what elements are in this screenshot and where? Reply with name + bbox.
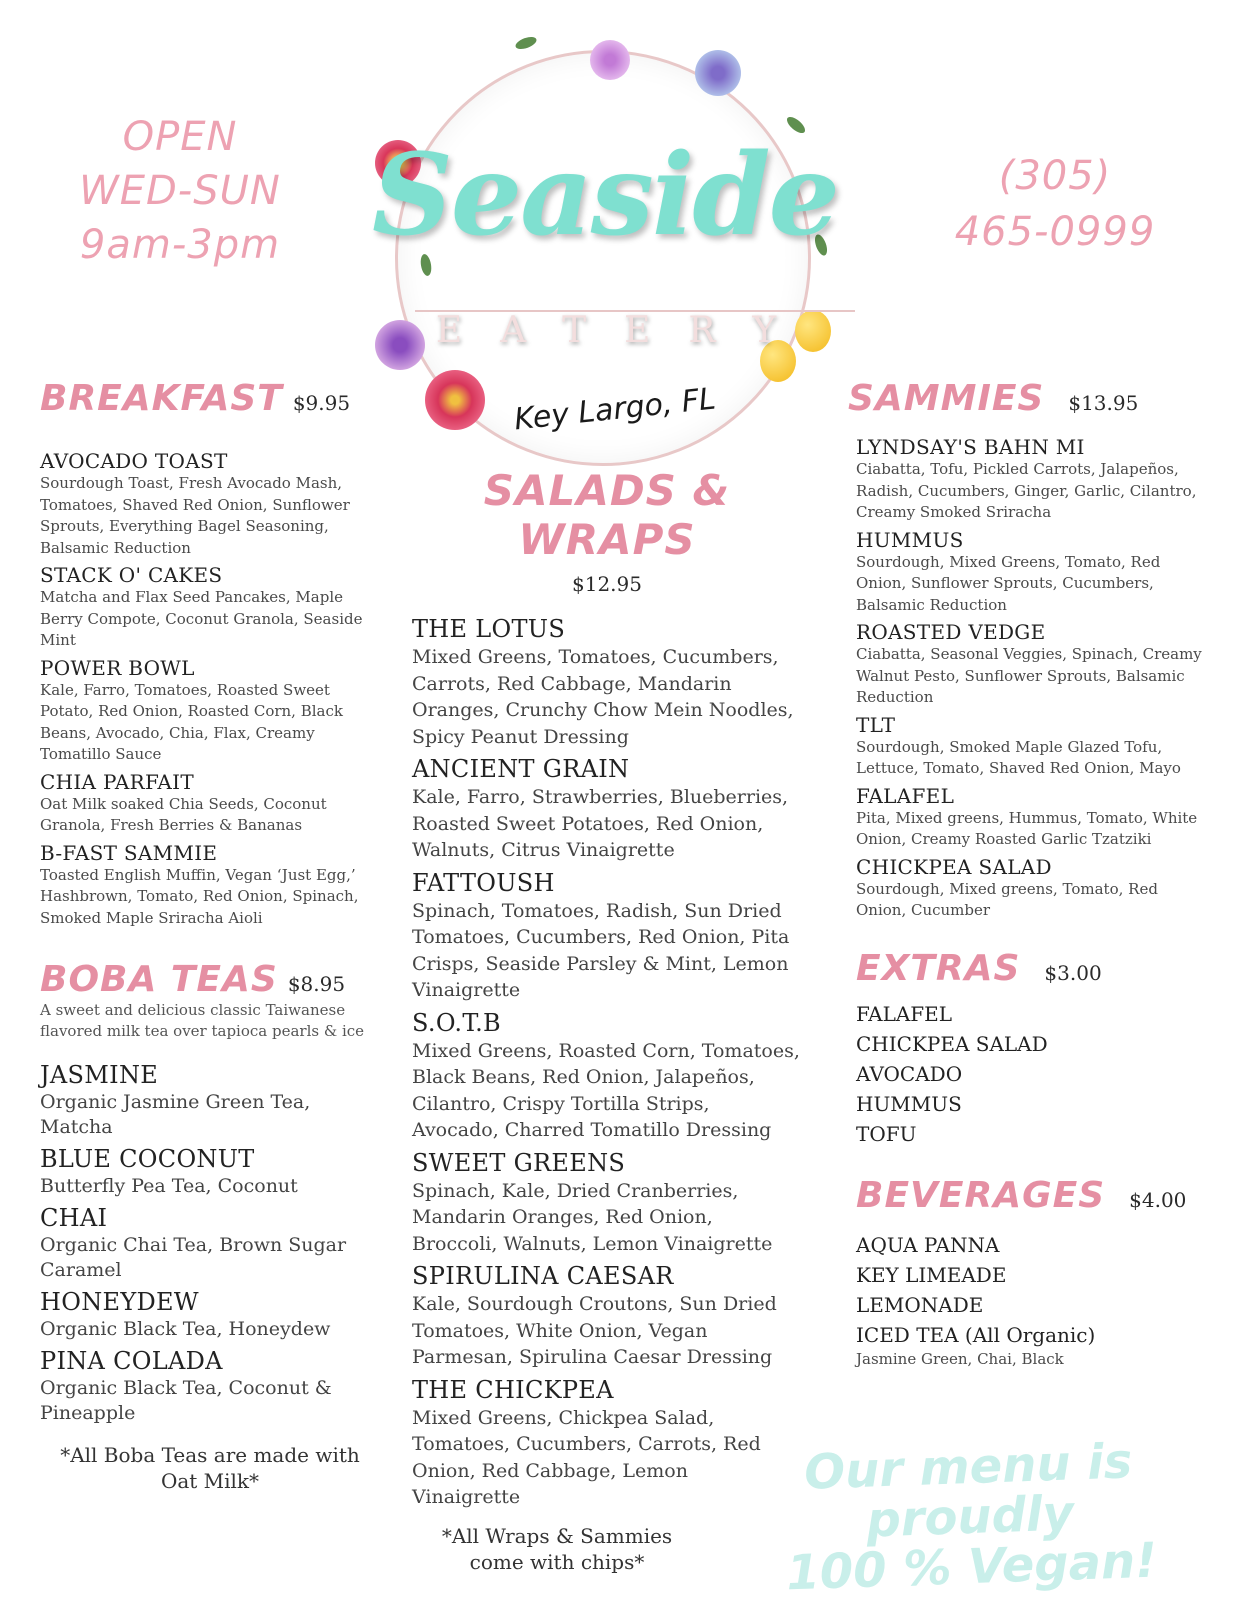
item-name: CHAI [40,1204,108,1232]
item-name: BLUE COCONUT [40,1145,255,1173]
item-name: CHIA PARFAIT [40,769,194,794]
left-column [40,378,380,1494]
vegan-slogan-line2: 100 % Vegan! [785,1532,1158,1602]
item-desc: Sourdough, Smoked Maple Glazed Tofu, Lettuce, Tomato, Shaved Red Onion, Mayo [856,737,1181,777]
middle-column [412,466,802,1575]
vegan-slogan-line1: Our menu is proudly [803,1433,1134,1549]
extras-header [856,948,1208,989]
item-name: ROASTED VEDGE [856,620,1046,644]
item-name: HONEYDEW [40,1288,199,1316]
item-name: HUMMUS [856,527,964,552]
beverage-item: KEY LIMEADE [856,1262,1007,1287]
menu-item [412,614,802,750]
boba-section [40,959,380,1494]
hours-line: OPEN [122,114,238,160]
item-name: CHICKPEA SALAD [856,854,1052,879]
menu-item [412,754,802,864]
breakfast-price: $9.95 [292,391,351,415]
menu-item [40,1346,380,1426]
item-desc: Organic Jasmine Green Tea, Matcha [40,1091,311,1138]
menu-item [412,1261,802,1371]
item-desc: Toasted English Muffin, Vegan ‘Just Egg,’ Hashbrown, Tomato, Red Onion, Spinach, Smoked Maple Sriracha Aioli [40,865,359,927]
sammies-title: SAMMIES [848,378,1045,419]
item-name: POWER BOWL [40,655,195,680]
salads-title: SALADS & WRAPS [483,466,731,564]
breakfast-header [40,378,380,419]
phone-area-code: (305) [998,153,1112,199]
sammies-header [848,378,1208,419]
menu-item [856,435,1208,524]
item-name: B-FAST SAMMIE [40,840,218,865]
item-name: SWEET GREENS [412,1148,626,1177]
item-desc: Oat Milk soaked Chia Seeds, Coconut Granola, Fresh Berries & Bananas [40,794,327,834]
item-name: TLT [856,712,896,737]
menu-item [40,841,380,930]
right-column [848,378,1208,1368]
beverages-price: $4.00 [1129,1187,1187,1212]
extras-title: EXTRAS [856,947,1021,989]
boba-price: $8.95 [287,972,346,996]
item-name: LYNDSAY'S BAHN MI [856,435,1085,459]
logo-title: Seaside [372,130,838,261]
item-name: THE LOTUS [412,615,566,643]
menu-item [40,1287,380,1342]
beverage-item: ICED TEA (All Organic) [856,1322,1096,1347]
boba-intro: A sweet and delicious classic Taiwanese flavored milk tea over tapioca pearls & ice [40,1001,365,1040]
boba-header [40,959,380,1000]
breakfast-title: BREAKFAST [40,378,283,419]
vegan-slogan [708,1433,1233,1601]
extra-item: TOFU [856,1121,917,1146]
item-desc: Butterfly Pea Tea, Coconut [40,1175,298,1197]
menu-item [856,855,1208,922]
item-name: AVOCADO TOAST [40,449,228,473]
wraps-note: *All Wraps & Sammies come with chips* [441,1523,673,1574]
item-name: JASMINE [40,1061,159,1089]
opening-hours [60,110,300,272]
menu-item [40,770,380,837]
menu-item [412,1008,802,1144]
leaf-icon [514,35,538,52]
item-desc: Ciabatta, Tofu, Pickled Carrots, Jalapeños, Radish, Cucumbers, Ginger, Garlic, Cilantro, Creamy Smoked Sriracha [856,460,1197,521]
menu-item [856,784,1208,851]
beverage-item: LEMONADE [856,1292,984,1317]
item-name: ANCIENT GRAIN [412,755,630,783]
iced-tea-note: Jasmine Green, Chai, Black [856,1349,1064,1368]
logo [355,10,855,460]
item-name: SPIRULINA CAESAR [412,1262,674,1290]
item-desc: Mixed Greens, Tomatoes, Cucumbers, Carrots, Red Cabbage, Mandarin Oranges, Crunchy Chow Mein Noodles, Spicy Peanut Dressing [412,646,794,748]
extras-list [856,999,1208,1149]
item-desc: Ciabatta, Seasonal Veggies, Spinach, Creamy Walnut Pesto, Sunflower Sprouts, Balsamic Reduction [856,645,1202,706]
hours-time: 9am-3pm [79,222,281,268]
beverages-title: BEVERAGES [856,1174,1106,1216]
item-name: FATTOUSH [412,868,555,897]
menu-item [40,449,380,559]
logo-location: Key Largo, FL [512,381,718,438]
extra-item: CHICKPEA SALAD [856,1031,1048,1056]
menu-item [412,868,802,1004]
beverages-header [856,1175,1208,1216]
menu-item [412,1148,802,1258]
extra-item: HUMMUS [856,1091,962,1116]
item-desc: Kale, Farro, Strawberries, Blueberries, Roasted Sweet Potatoes, Red Onion, Walnuts, Citrus Vinaigrette [412,786,789,861]
flower-icon [695,50,741,96]
menu-item [40,1203,380,1283]
menu-item [856,528,1208,617]
menu-item [40,1060,380,1140]
item-desc: Pita, Mixed greens, Hummus, Tomato, White Onion, Creamy Roasted Garlic Tzatziki [856,808,1198,848]
item-desc: Mixed Greens, Chickpea Salad, Tomatoes, Cucumbers, Carrots, Red Onion, Red Cabbage, Lemon Vinaigrette [412,1406,761,1508]
item-name: THE CHICKPEA [412,1375,614,1404]
item-name: FALAFEL [856,783,955,808]
beverage-item: AQUA PANNA [856,1232,1000,1257]
menu-item [40,656,380,766]
item-desc: Mixed Greens, Roasted Corn, Tomatoes, Black Beans, Red Onion, Jalapeños, Cilantro, Crispy Tortilla Strips, Avocado, Charred Tomatillo Dressing [412,1039,800,1141]
extra-item: AVOCADO [856,1061,963,1086]
item-name: PINA COLADA [40,1347,223,1375]
beverages-list [856,1230,1208,1350]
extras-price: $3.00 [1044,960,1102,985]
phone-number [930,148,1180,260]
item-desc: Sourdough, Mixed greens, Tomato, Red Onion, Cucumber [856,879,1158,919]
item-desc: Sourdough, Mixed Greens, Tomato, Red Onion, Sunflower Sprouts, Cucumbers, Balsamic Reduction [856,552,1161,614]
menu-item [40,563,380,652]
item-desc: Kale, Sourdough Croutons, Sun Dried Tomatoes, White Onion, Vegan Parmesan, Spirulina Caesar Dressing [412,1293,777,1368]
item-desc: Matcha and Flax Seed Pancakes, Maple Berry Compote, Coconut Granola, Seaside Mint [40,588,363,649]
item-desc: Kale, Farro, Tomatoes, Roasted Sweet Potato, Red Onion, Roasted Corn, Black Beans, Avocado, Chia, Flax, Creamy Tomatillo Sauce [40,680,343,763]
boba-note: *All Boba Teas are made with Oat Milk* [60,1443,360,1493]
item-desc: Spinach, Kale, Dried Cranberries, Mandarin Oranges, Red Onion, Broccoli, Walnuts, Lemon Vinaigrette [412,1179,773,1255]
menu-item [856,713,1208,780]
flower-icon [590,40,630,80]
item-desc: Organic Black Tea, Coconut & Pineapple [40,1377,332,1424]
boba-title: BOBA TEAS [40,959,278,1000]
hours-days: WED-SUN [79,168,281,214]
sammies-price: $13.95 [1068,391,1139,415]
logo-subtitle: EATERY [435,310,815,351]
item-desc: Organic Black Tea, Honeydew [40,1318,331,1340]
salads-price: $12.95 [572,572,642,596]
item-desc: Spinach, Tomatoes, Radish, Sun Dried Tomatoes, Cucumbers, Red Onion, Pita Crisps, Seaside Parsley & Mint, Lemon Vinaigrette [412,899,790,1001]
flower-icon [425,370,485,430]
extra-item: FALAFEL [856,1001,953,1026]
breakfast-list [40,449,380,929]
item-desc: Organic Chai Tea, Brown Sugar Caramel [40,1234,347,1281]
phone-local: 465-0999 [954,209,1156,255]
item-name: STACK O' CAKES [40,563,223,587]
item-desc: Sourdough Toast, Fresh Avocado Mash, Tomatoes, Shaved Red Onion, Sunflower Sprouts, Everything Bagel Seasoning, Balsamic Reduction [40,474,350,557]
menu-item [856,620,1208,709]
item-name: S.O.T.B [412,1008,501,1037]
menu-item [40,1144,380,1199]
